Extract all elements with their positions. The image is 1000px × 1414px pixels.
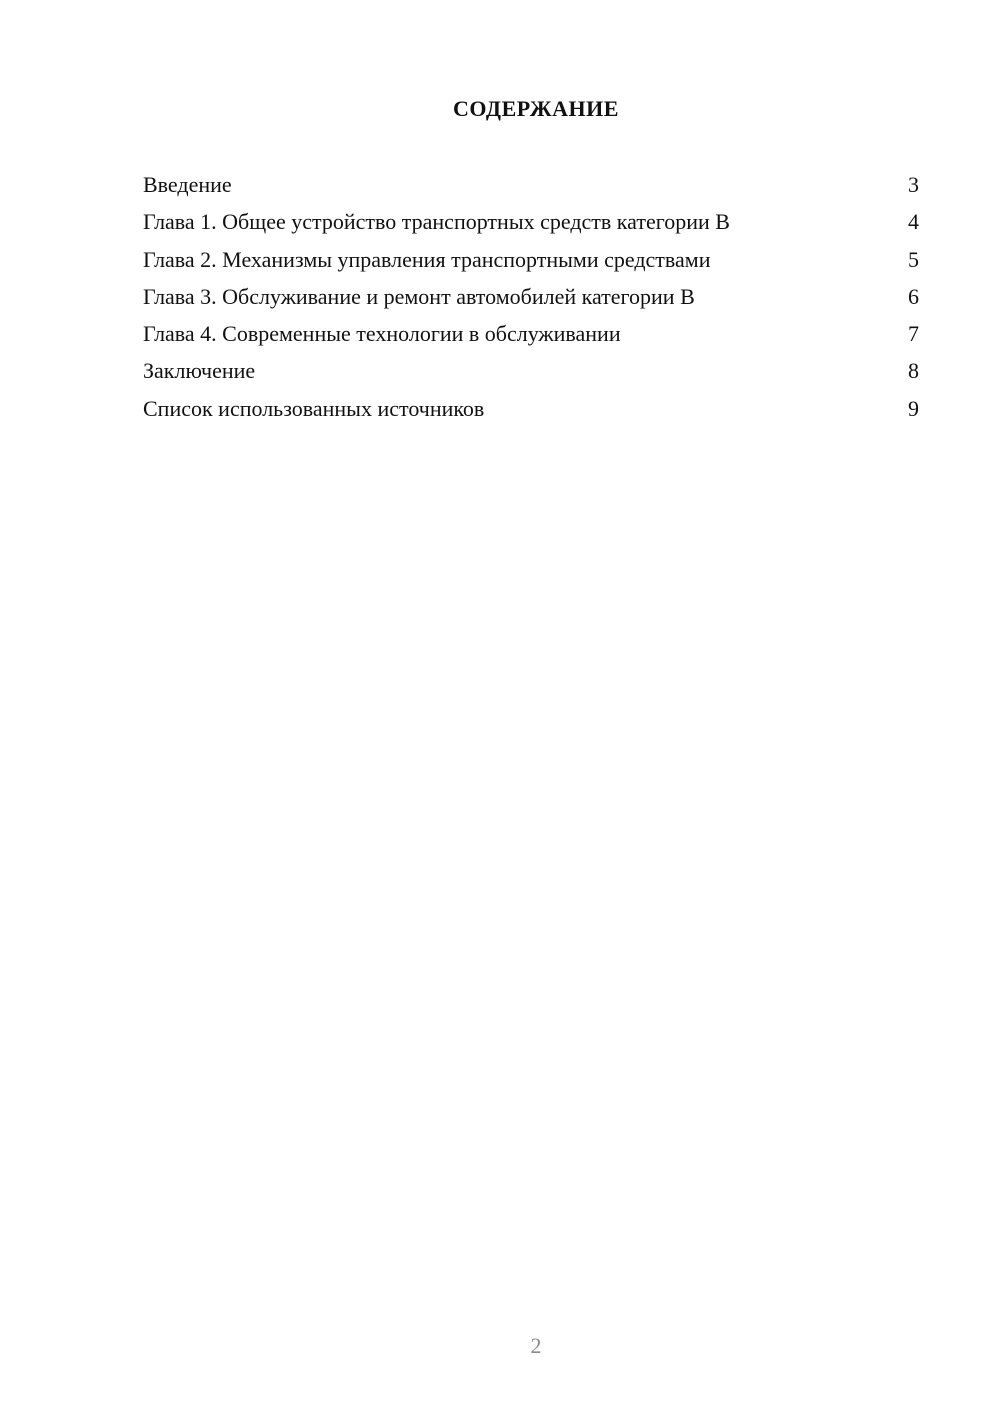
toc-entry-page: 6 [908, 283, 919, 309]
toc-entry-text: Глава 3. Обслуживание и ремонт автомобилей категории В [143, 283, 695, 309]
toc-entry-page: 7 [908, 321, 919, 347]
toc-entry-chapter-2 [143, 245, 919, 282]
toc-entry-chapter-3 [143, 282, 919, 319]
toc-entry-chapter-1 [143, 207, 919, 244]
toc-entry-page: 3 [908, 172, 919, 197]
table-of-contents [143, 170, 919, 431]
toc-entry-text: Глава 1. Общее устройство транспортных средств категории В [143, 209, 730, 235]
toc-entry-chapter-4 [143, 319, 919, 356]
toc-entry-page: 8 [908, 358, 919, 384]
toc-heading: СОДЕРЖАНИЕ [453, 96, 619, 121]
toc-entry-page: 4 [908, 209, 919, 235]
toc-entry-references [143, 394, 919, 431]
toc-entry-page: 5 [908, 246, 919, 272]
toc-entry-text: Введение [143, 172, 232, 197]
toc-entry-text: Заключение [143, 358, 256, 384]
toc-entry-text: Глава 4. Современные технологии в обслуживании [143, 321, 621, 347]
toc-entry-conclusion [143, 356, 919, 393]
toc-entry-text: Список использованных источников [143, 395, 485, 421]
toc-entry-page: 9 [908, 395, 919, 421]
page-number: 2 [530, 1333, 542, 1358]
toc-entry-text: Глава 2. Механизмы управления транспортными средствами [143, 246, 711, 272]
toc-entry-introduction [143, 170, 919, 207]
